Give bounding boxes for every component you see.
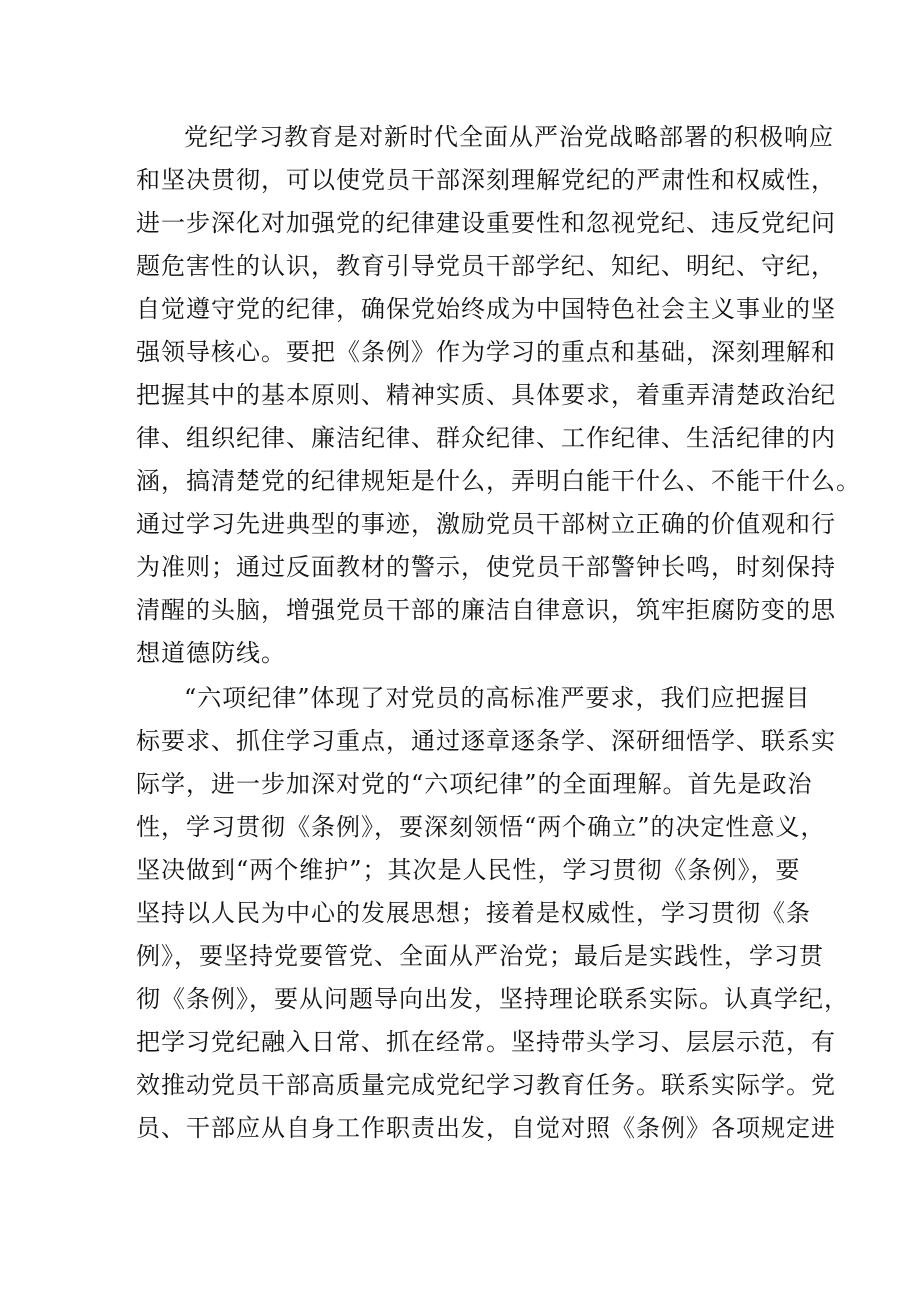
text-line: 强领导核心。要把《条例》作为学习的重点和基础，深刻理解和 xyxy=(136,338,836,366)
text-line: 例》，要坚持党要管党、全面从严治党；最后是实践性，学习贯 xyxy=(136,942,824,970)
text-line: 把学习党纪融入日常、抓在经常。坚持带头学习、层层示范，有 xyxy=(136,1028,836,1056)
text-line: 和坚决贯彻，可以使党员干部深刻理解党纪的严肃性和权威性， xyxy=(136,166,836,194)
text-line: 题危害性的认识，教育引导党员干部学纪、知纪、明纪、守纪， xyxy=(136,252,836,280)
text-line: 坚持以人民为中心的发展思想；接着是权威性，学习贯彻《条 xyxy=(136,899,811,927)
text-line: 清醒的头脑，增强党员干部的廉洁自律意识，筑牢拒腐防变的思 xyxy=(136,596,836,624)
text-line: 为准则；通过反面教材的警示，使党员干部警钟长鸣，时刻保持 xyxy=(136,553,836,581)
text-line: 坚决做到“两个维护”；其次是人民性，学习贯彻《条例》，要 xyxy=(136,856,801,884)
text-line: 涵，搞清楚党的纪律规矩是什么，弄明白能干什么、不能干什么。 xyxy=(136,467,861,495)
text-line: 自觉遵守党的纪律，确保党始终成为中国特色社会主义事业的坚 xyxy=(136,295,836,323)
text-line: 标要求、抓住学习重点，通过逐章逐条学、深研细悟学、联系实 xyxy=(136,727,836,755)
text-line: 效推动党员干部高质量完成党纪学习教育任务。联系实际学。党 xyxy=(136,1071,836,1099)
text-line: 进一步深化对加强党的纪律建设重要性和忽视党纪、违反党纪问 xyxy=(136,209,836,237)
text-line: 把握其中的基本原则、精神实质、具体要求，着重弄清楚政治纪 xyxy=(136,381,836,409)
text-line: “六项纪律”体现了对党员的高标准严要求，我们应把握目 xyxy=(184,684,811,712)
text-line: 党纪学习教育是对新时代全面从严治党战略部署的积极响应 xyxy=(184,123,834,151)
text-line: 想道德防线。 xyxy=(136,639,286,667)
text-line: 员、干部应从自身工作职责出发，自觉对照《条例》各项规定进 xyxy=(136,1114,836,1142)
text-line: 性，学习贯彻《条例》，要深刻领悟“两个确立”的决定性意义， xyxy=(136,813,826,841)
document-body xyxy=(136,116,861,1150)
paragraph-1 xyxy=(136,116,861,675)
text-line: 彻《条例》，要从问题导向出发，坚持理论联系实际。认真学纪， xyxy=(136,985,849,1013)
text-line: 际学，进一步加深对党的“六项纪律”的全面理解。首先是政治 xyxy=(136,770,813,798)
text-line: 律、组织纪律、廉洁纪律、群众纪律、工作纪律、生活纪律的内 xyxy=(136,424,836,452)
text-line: 通过学习先进典型的事迹，激励党员干部树立正确的价值观和行 xyxy=(136,510,836,538)
paragraph-2 xyxy=(136,677,849,1150)
